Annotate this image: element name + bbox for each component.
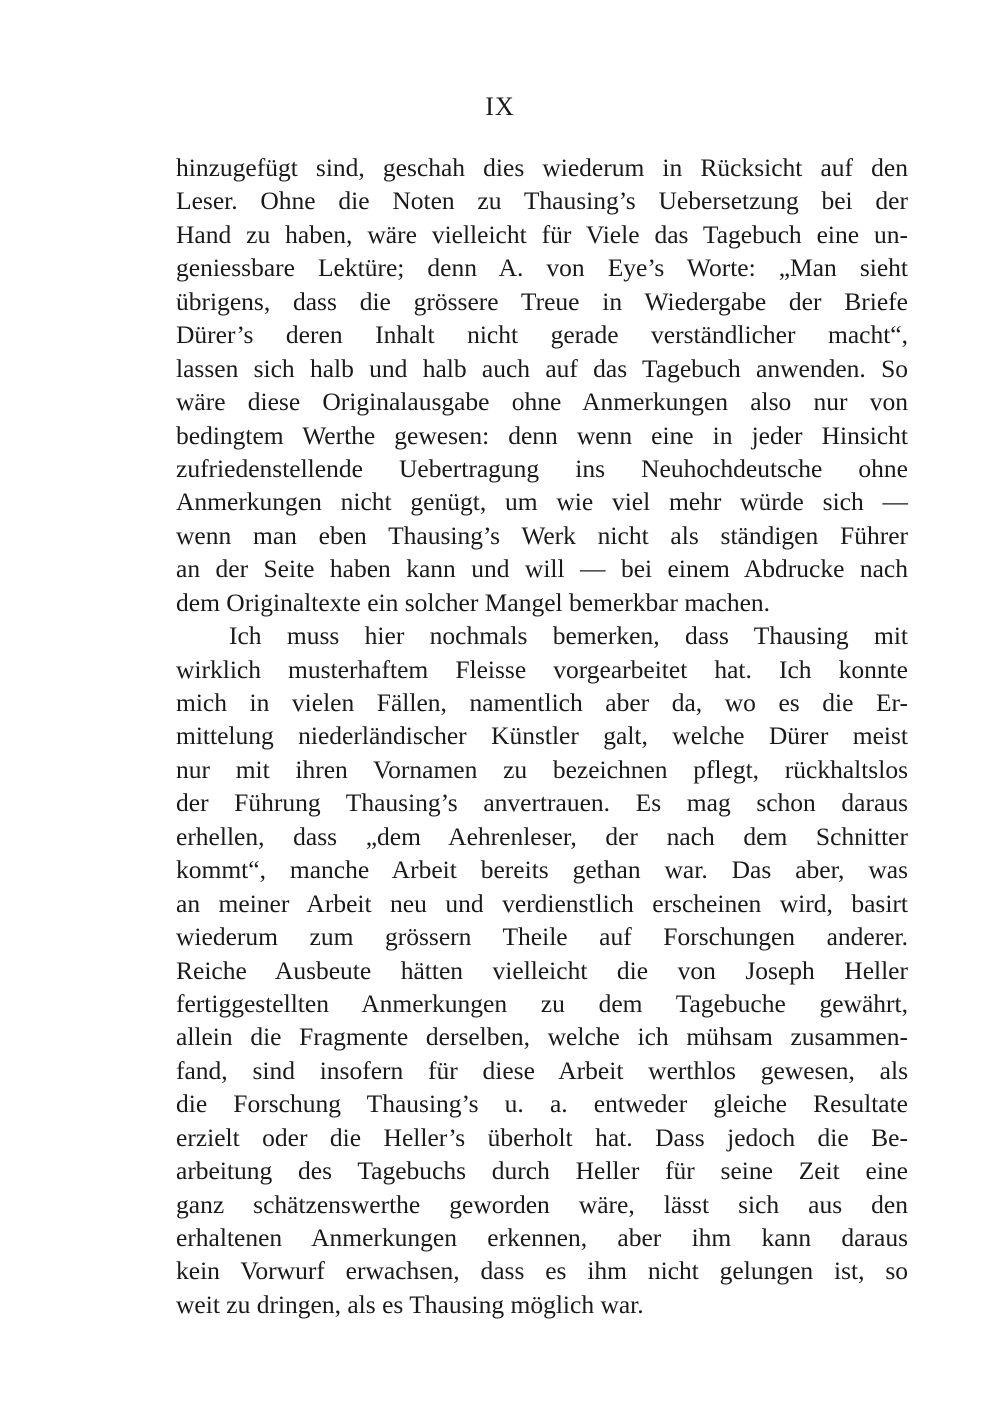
text-line: Leser. Ohne die Noten zu Thausing’s Uebersetzung bei der [176, 186, 908, 216]
page-number: IX [485, 92, 515, 121]
text-line: mittelung niederländischer Künstler galt, welche Dürer meist [176, 721, 908, 751]
text-line: wäre diese Originalausgabe ohne Anmerkungen also nur von [176, 387, 908, 417]
text-line: an meiner Arbeit neu und verdienstlich erscheinen wird, basirt [176, 888, 908, 918]
text-line: dem Originaltexte ein solcher Mangel bemerkbar machen. [176, 587, 771, 617]
text-line: fand, sind insofern für diese Arbeit werthlos gewesen, als [176, 1055, 908, 1085]
text-line: Hand zu haben, wäre vielleicht für Viele das Tagebuch eine un- [176, 219, 908, 249]
text-line: arbeitung des Tagebuchs durch Heller für seine Zeit eine [176, 1156, 908, 1186]
text-line: erzielt oder die Heller’s überholt hat. Dass jedoch die Be- [176, 1122, 908, 1152]
text-line: fertiggestellten Anmerkungen zu dem Tagebuche gewährt, [176, 988, 908, 1018]
text-line: Ich muss hier nochmals bemerken, dass Thausing mit [229, 621, 908, 651]
text-line: allein die Fragmente derselben, welche ich mühsam zusammen- [176, 1022, 908, 1052]
text-line: an der Seite haben kann und will — bei einem Abdrucke nach [176, 554, 908, 584]
text-line: wenn man eben Thausing’s Werk nicht als ständigen Führer [176, 520, 908, 550]
text-line: zufriedenstellende Uebertragung ins Neuhochdeutsche ohne [176, 453, 908, 483]
text-line: kein Vorwurf erwachsen, dass es ihm nicht gelungen ist, so [176, 1256, 908, 1286]
text-line: mich in vielen Fällen, namentlich aber da, wo es die Er- [176, 688, 908, 717]
text-line: wiederum zum grössern Theile auf Forschungen anderer. [176, 922, 908, 952]
text-line: geniessbare Lektüre; denn A. von Eye’s Worte: „Man sieht [176, 253, 908, 283]
text-line: erhaltenen Anmerkungen erkennen, aber ihm kann daraus [176, 1223, 908, 1252]
paragraph [176, 151, 908, 619]
body-text [176, 151, 908, 1321]
text-line: lassen sich halb und halb auch auf das Tagebuch anwenden. So [176, 353, 908, 383]
text-line: kommt“, manche Arbeit bereits gethan war. Das aber, was [176, 855, 908, 885]
text-line: hinzugefügt sind, geschah dies wiederum in Rücksicht auf den [176, 153, 908, 182]
text-line: Dürer’s deren Inhalt nicht gerade verständlicher macht“, [176, 320, 908, 350]
text-line: übrigens, dass die grössere Treue in Wiedergabe der Briefe [176, 286, 908, 316]
text-line: wirklich musterhaftem Fleisse vorgearbeitet hat. Ich konnte [176, 654, 908, 684]
text-line: der Führung Thausing’s anvertrauen. Es mag schon daraus [176, 788, 908, 818]
text-line: weit zu dringen, als es Thausing möglich war. [176, 1289, 644, 1319]
text-line: die Forschung Thausing’s u. a. entweder gleiche Resultate [176, 1089, 908, 1119]
text-line: ganz schätzenswerthe geworden wäre, lässt sich aus den [176, 1189, 908, 1219]
text-line: Anmerkungen nicht genügt, um wie viel mehr würde sich — [176, 487, 908, 517]
text-line: erhellen, dass „dem Aehrenleser, der nach dem Schnitter [176, 821, 908, 851]
text-line: nur mit ihren Vornamen zu bezeichnen pflegt, rückhaltslos [176, 754, 908, 784]
paragraph [176, 619, 908, 1321]
text-line: bedingtem Werthe gewesen: denn wenn eine in jeder Hinsicht [176, 420, 908, 450]
text-line: Reiche Ausbeute hätten vielleicht die von Joseph Heller [176, 955, 908, 985]
